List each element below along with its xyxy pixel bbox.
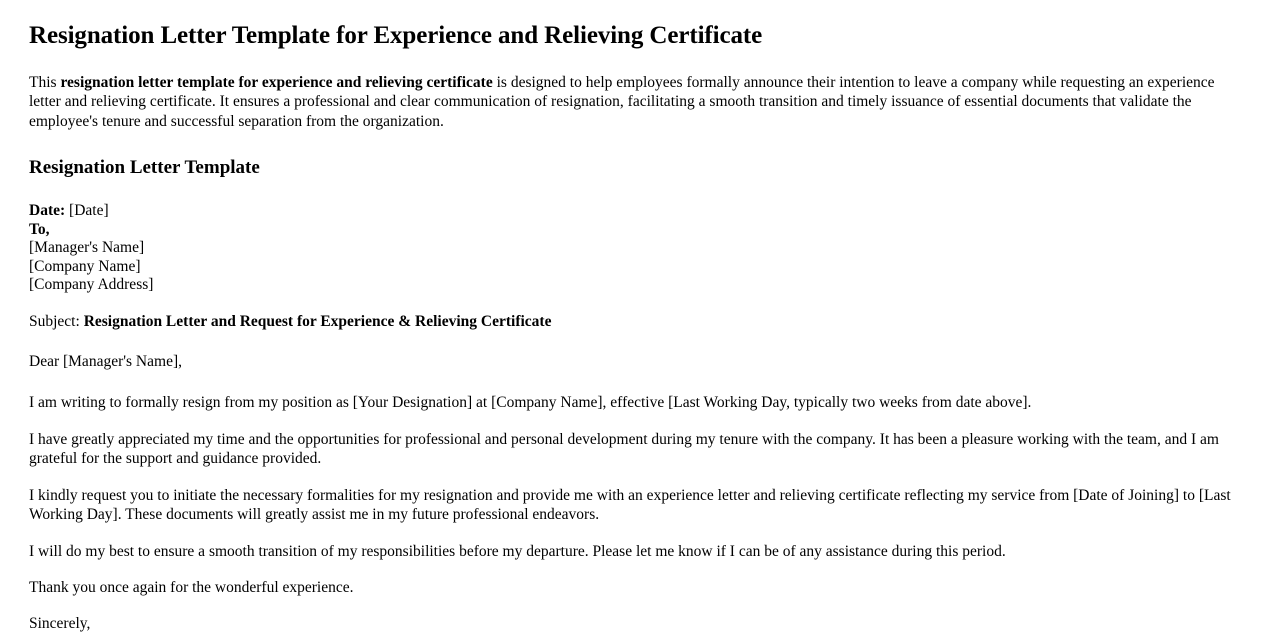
body-paragraph-3: I kindly request you to initiate the necessary formalities for my resignation and provide me with an experience letter and relieving certificate reflecting my service from [Date of Joining] to [Last Working Day]. These documents will greatly assist me in my future professional endeavors. — [29, 486, 1231, 524]
intro-paragraph — [29, 73, 1248, 132]
to-label: To, — [29, 220, 50, 238]
intro-rest: is designed to help employees formally announce their intention to leave a company while requesting an experience letter and relieving certificate. It ensures a professional and clear communication of resignation, facilitating a smooth transition and timely issuance of essential documents that validate the employee's tenure and successful separation from the organization. — [29, 73, 1215, 130]
intro-lead: This — [29, 73, 61, 91]
recipient-manager-name: [Manager's Name] — [29, 239, 145, 257]
address-block — [29, 202, 1248, 295]
salutation: Dear [Manager's Name], — [29, 353, 182, 371]
subject-value: Resignation Letter and Request for Experience & Relieving Certificate — [83, 313, 552, 331]
recipient-company-name: [Company Name] — [29, 257, 141, 275]
page-title: Resignation Letter Template for Experience and Relieving Certificate — [29, 22, 763, 49]
intro-bold-phrase: resignation letter template for experience and relieving certificate — [60, 73, 493, 91]
body-paragraph-5: Thank you once again for the wonderful experience. — [29, 579, 354, 597]
date-value: [Date] — [69, 202, 109, 220]
closing: Sincerely, — [29, 614, 91, 632]
body-paragraph-1: I am writing to formally resign from my position as [Your Designation] at [Company Name], effective [Last Working Day, typically two weeks from date above]. — [29, 394, 1032, 412]
recipient-company-address: [Company Address] — [29, 276, 154, 294]
section-title: Resignation Letter Template — [29, 157, 260, 179]
body-paragraph-4: I will do my best to ensure a smooth transition of my responsibilities before my departure. Please let me know if I can be of any assistance during this period. — [29, 542, 1006, 560]
subject-label: Subject: — [29, 313, 80, 331]
body-paragraph-2: I have greatly appreciated my time and the opportunities for professional and personal development during my tenure with the company. It has been a pleasure working with the team, and I am grateful for the support and guidance provided. — [29, 430, 1219, 468]
date-line — [29, 202, 1248, 221]
date-label: Date: — [29, 202, 66, 220]
subject-line — [29, 313, 1248, 331]
